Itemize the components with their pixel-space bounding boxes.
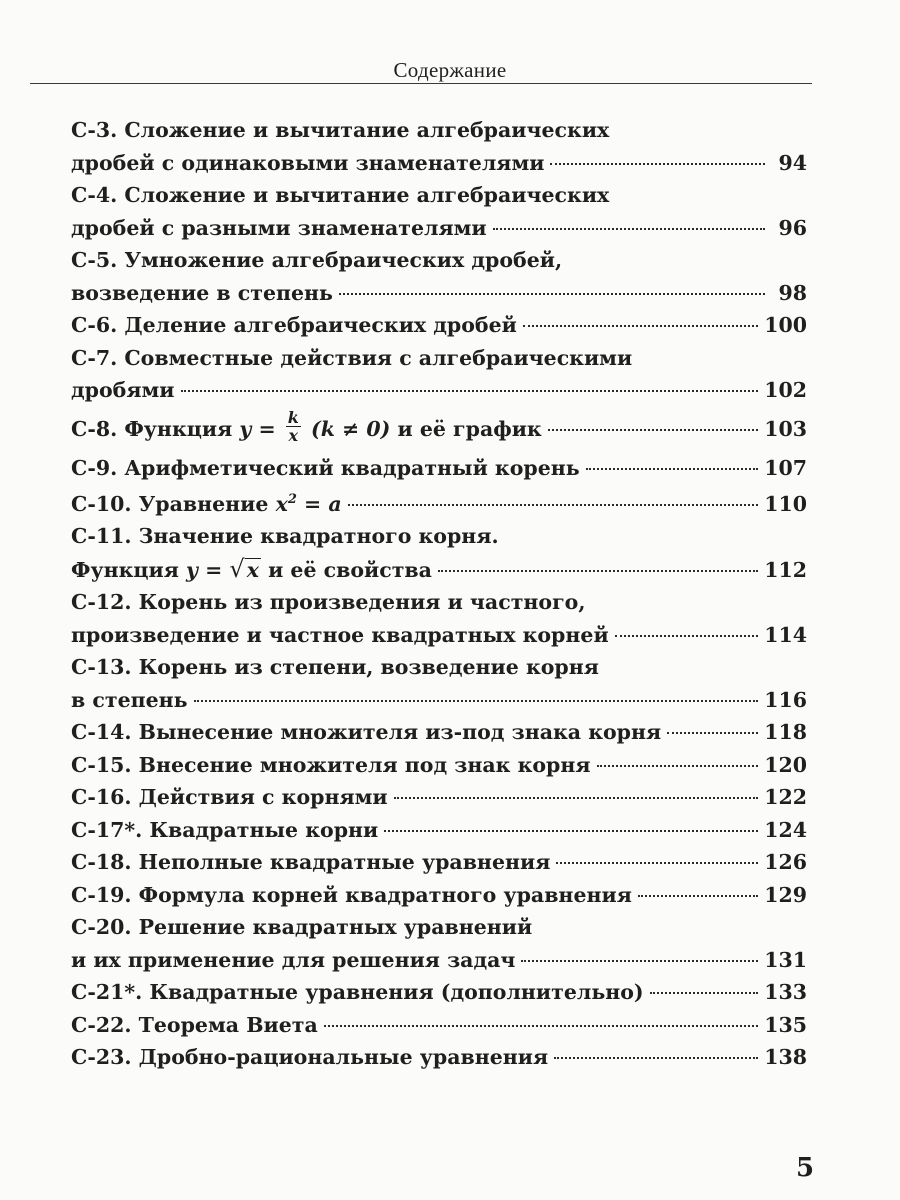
toc-entry-title-line: С-7. Совместные действия с алгебраическими xyxy=(71,345,633,370)
leader-dots xyxy=(523,325,758,327)
condition: (k ≠ 0) xyxy=(311,416,391,441)
leader-dots xyxy=(384,830,758,832)
toc-entry-title-line: С-12. Корень из произведения и частного, xyxy=(71,590,586,615)
leader-dots xyxy=(597,765,759,767)
leader-dots xyxy=(438,570,758,572)
toc-entry-title: дробей с разными знаменателями xyxy=(71,215,487,240)
radical-sign-icon: √ xyxy=(229,554,245,583)
square-root xyxy=(229,553,261,586)
toc-page-number: 100 xyxy=(764,313,807,337)
toc-entry-title xyxy=(71,407,542,448)
math-variable-y: y xyxy=(239,416,252,441)
toc-entry-title: С-9. Арифметический квадратный корень xyxy=(71,455,580,480)
toc-entry-title-line: С-3. Сложение и вычитание алгебраических xyxy=(71,118,610,142)
toc-entry-c21[interactable] xyxy=(71,976,807,1009)
toc-entry-c10[interactable] xyxy=(71,484,807,520)
toc-page-number: 131 xyxy=(764,947,807,972)
title-suffix: и её график xyxy=(397,416,542,441)
leader-dots xyxy=(586,468,758,470)
toc-entry-c22[interactable] xyxy=(71,1009,807,1042)
leader-dots xyxy=(394,797,759,799)
toc-entry-title: С-18. Неполные квадратные уравнения xyxy=(71,850,551,875)
toc-entry-c16[interactable] xyxy=(71,781,807,814)
leader-dots xyxy=(348,504,759,506)
toc-entry-title xyxy=(71,553,432,587)
toc-entry-c8[interactable] xyxy=(71,407,807,448)
toc-entry-title: С-21*. Квадратные уравнения (дополнительно) xyxy=(71,980,644,1005)
toc-entry-title: С-15. Внесение множителя под знак корня xyxy=(71,752,591,777)
math-variable-x: x xyxy=(275,491,288,516)
toc-page-number: 129 xyxy=(764,882,807,907)
leader-dots xyxy=(339,293,765,295)
toc-entry-title: возведение в степень xyxy=(71,280,333,305)
leader-dots xyxy=(638,895,758,897)
toc-page-number: 116 xyxy=(764,687,807,712)
toc-entry-c5[interactable] xyxy=(71,244,807,309)
title-prefix: С-8. Функция xyxy=(71,416,233,441)
toc-entry-title-line: С-4. Сложение и вычитание алгебраических xyxy=(71,183,610,207)
toc-entry-c19[interactable] xyxy=(71,879,807,912)
toc-entry-title: произведение и частное квадратных корней xyxy=(71,622,609,647)
toc-entry-title: С-19. Формула корней квадратного уравнения xyxy=(71,882,632,907)
toc-entry-title: дробей с одинаковыми знаменателями xyxy=(71,150,545,175)
title-prefix: Функция xyxy=(71,557,179,582)
leader-dots xyxy=(615,635,759,637)
toc-page-number: 110 xyxy=(764,491,807,516)
toc-entry-title: дробями xyxy=(71,378,175,402)
toc-entry-title-line: С-11. Значение квадратного корня. xyxy=(71,524,499,549)
fraction-k-over-x xyxy=(286,409,301,444)
toc-page-number: 126 xyxy=(764,850,807,875)
toc-page-number: 133 xyxy=(764,980,807,1005)
leader-dots xyxy=(521,960,758,962)
leader-dots xyxy=(548,429,758,431)
equation-rhs: = a xyxy=(304,491,342,516)
toc-entry-title: С-22. Теорема Виета xyxy=(71,1012,318,1037)
toc-entry-title: С-14. Вынесение множителя из-под знака корня xyxy=(71,720,662,745)
toc-entry-title-line: С-20. Решение квадратных уравнений xyxy=(71,915,533,940)
equals-sign: = xyxy=(251,416,276,441)
toc-entry-c20[interactable] xyxy=(71,911,807,976)
toc-entry-c11[interactable] xyxy=(71,520,807,586)
toc-page-number: 107 xyxy=(764,455,807,480)
toc-page-number: 98 xyxy=(778,280,807,305)
toc-page-number: 122 xyxy=(764,785,807,810)
radicand: x xyxy=(246,557,259,582)
toc-entry-title-line: С-13. Корень из степени, возведение корня xyxy=(71,655,599,680)
toc-entry-title xyxy=(71,484,342,520)
fraction-denominator: x xyxy=(288,425,299,445)
toc-entry-title: С-17*. Квадратные корни xyxy=(71,817,379,842)
fraction-numerator: k xyxy=(287,407,299,427)
toc-entry-title: и их применение для решения задач xyxy=(71,947,516,972)
toc-entry-c4[interactable] xyxy=(71,179,807,244)
toc-page-number: 118 xyxy=(764,720,807,745)
page-number-folio: 5 xyxy=(796,1153,815,1183)
leader-dots xyxy=(324,1025,758,1027)
toc-entry-c23[interactable] xyxy=(71,1041,807,1074)
toc-entry-c15[interactable] xyxy=(71,749,807,782)
leader-dots xyxy=(556,862,758,864)
toc-entry-title: С-16. Действия с корнями xyxy=(71,785,388,810)
toc-page-number: 114 xyxy=(764,622,807,647)
leader-dots xyxy=(667,732,758,734)
leader-dots xyxy=(650,992,759,994)
toc-page-number: 103 xyxy=(764,416,807,441)
toc-entry-c6[interactable] xyxy=(71,309,807,342)
toc-page-number: 96 xyxy=(778,215,807,240)
leader-dots xyxy=(554,1057,758,1059)
leader-dots xyxy=(194,700,759,702)
math-y-equals: y = xyxy=(186,557,223,582)
toc-page-number: 124 xyxy=(764,817,807,842)
title-prefix: С-10. Уравнение xyxy=(71,491,269,516)
toc-page-number: 102 xyxy=(764,378,807,402)
leader-dots xyxy=(550,163,765,165)
toc-entry-c13[interactable] xyxy=(71,651,807,716)
title-suffix: и её свойства xyxy=(268,557,432,582)
toc-entry-title: С-23. Дробно-рациональные уравнения xyxy=(71,1045,549,1070)
toc-entry-c7[interactable] xyxy=(71,342,807,407)
toc-entry-c17[interactable] xyxy=(71,814,807,847)
table-of-contents xyxy=(71,114,807,1074)
toc-page-number: 135 xyxy=(764,1012,807,1037)
toc-entry-title-line: С-5. Умножение алгебраических дробей, xyxy=(71,248,563,272)
toc-entry-c18[interactable] xyxy=(71,846,807,879)
toc-entry-title: С-6. Деление алгебраических дробей xyxy=(71,313,517,337)
leader-dots xyxy=(181,390,759,392)
toc-page-number: 138 xyxy=(764,1045,807,1070)
toc-entry-c3[interactable] xyxy=(71,114,807,179)
toc-page-number: 120 xyxy=(764,752,807,777)
page-header-title: Содержание xyxy=(393,58,507,82)
leader-dots xyxy=(493,228,765,230)
toc-page-number: 94 xyxy=(778,150,807,175)
header-rule xyxy=(30,83,812,84)
exponent: 2 xyxy=(287,492,297,507)
toc-entry-c12[interactable] xyxy=(71,586,807,651)
toc-page-number: 112 xyxy=(764,557,807,582)
toc-entry-c9[interactable] xyxy=(71,452,807,485)
toc-entry-title: в степень xyxy=(71,687,188,712)
toc-entry-c14[interactable] xyxy=(71,716,807,749)
